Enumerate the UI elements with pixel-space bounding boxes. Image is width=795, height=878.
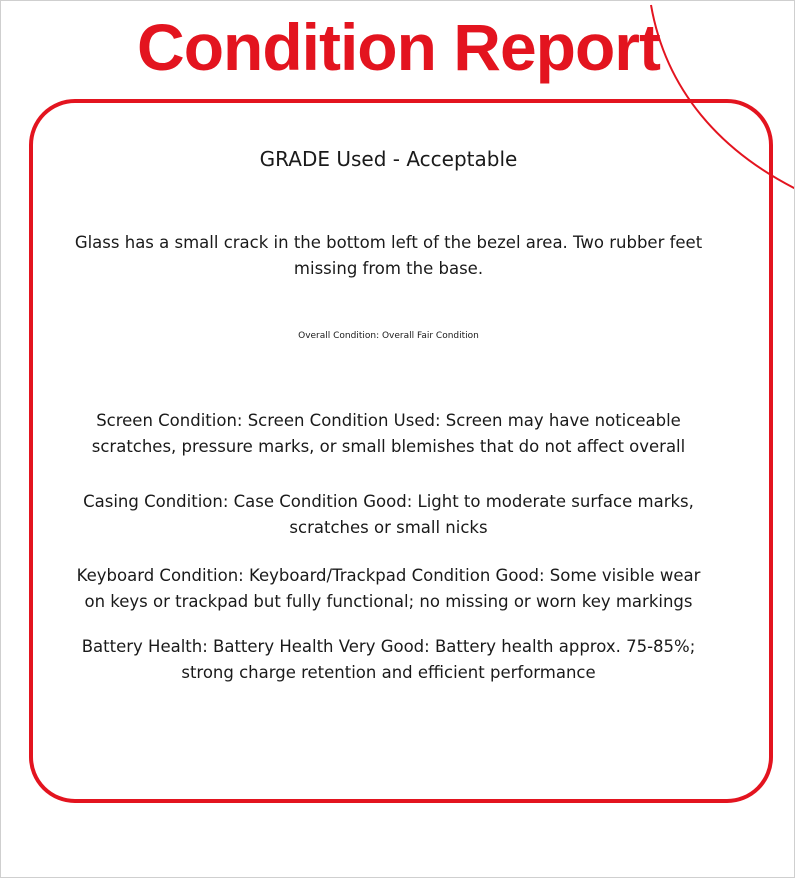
- keyboard-condition: Keyboard Condition: Keyboard/Trackpad Condition Good: Some visible wear on keys or trackpad but fully functional; no missing or worn key markings: [76, 566, 701, 611]
- page-title: Condition Report: [137, 10, 660, 84]
- grade-heading: GRADE Used - Acceptable: [259, 147, 518, 171]
- battery-health: Battery Health: Battery Health Very Good: Battery health approx. 75-85%; strong charge retention and efficient performance: [81, 637, 696, 682]
- overall-condition: Overall Condition: Overall Fair Condition: [298, 331, 479, 341]
- condition-notes: Glass has a small crack in the bottom left of the bezel area. Two rubber feet missing from the base.: [74, 233, 703, 278]
- casing-condition: Casing Condition: Case Condition Good: Light to moderate surface marks, scratches or small nicks: [83, 492, 694, 537]
- screen-condition: Screen Condition: Screen Condition Used: Screen may have noticeable scratches, pressure marks, or small blemishes that do not affect overall: [91, 411, 686, 456]
